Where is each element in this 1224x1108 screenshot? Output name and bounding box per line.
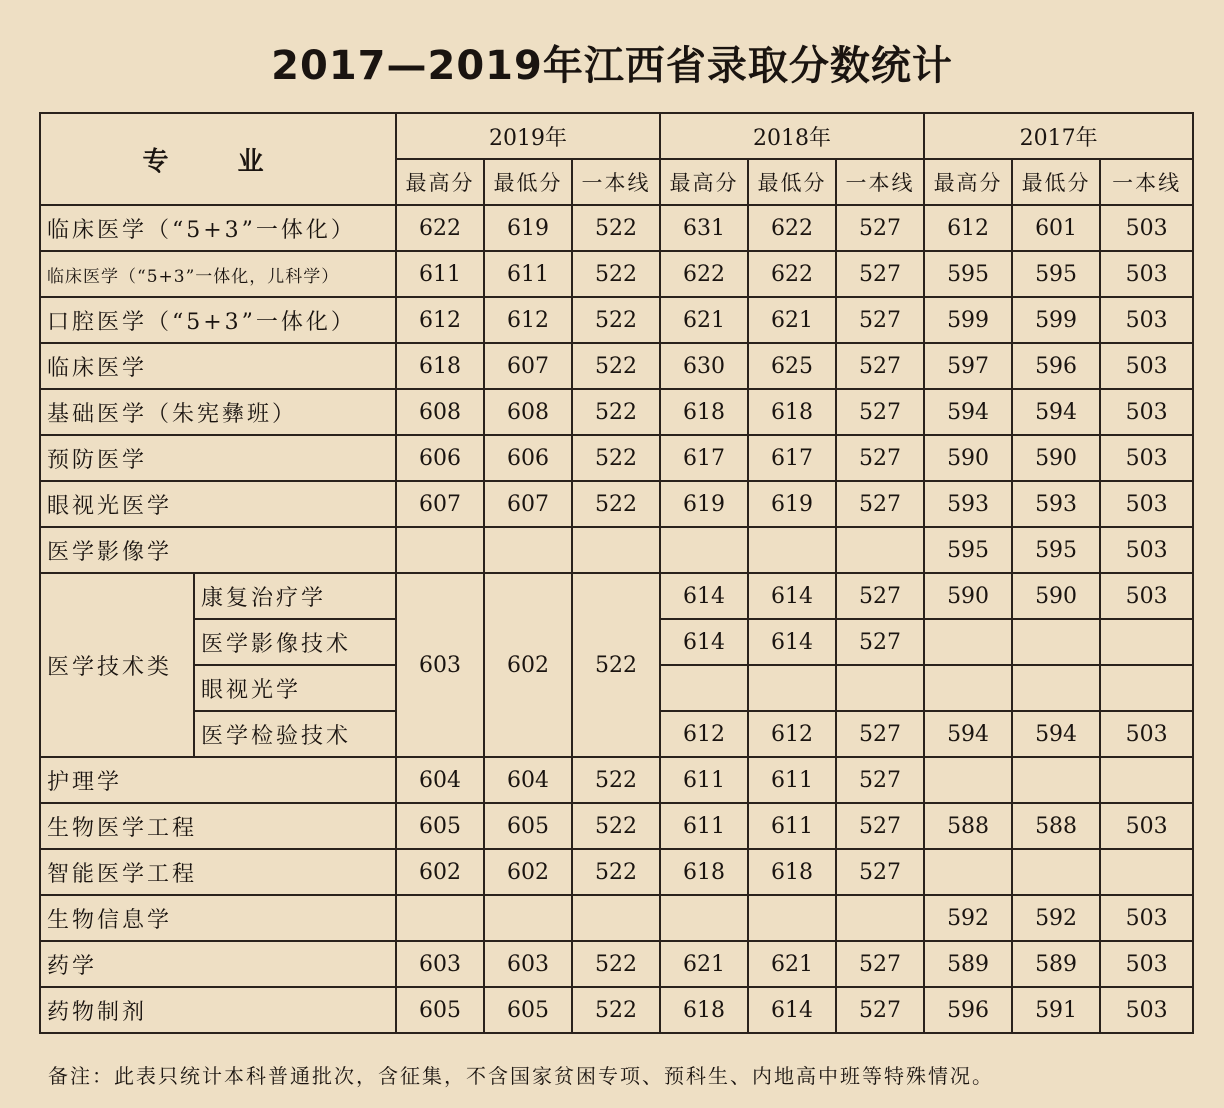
sub-header-min: 最低分: [484, 159, 572, 205]
score-cell: 589: [1012, 941, 1100, 987]
sub-header-max: 最高分: [396, 159, 484, 205]
score-cell: 522: [572, 297, 660, 343]
sub-header-max: 最高分: [660, 159, 748, 205]
score-cell: 590: [924, 573, 1012, 619]
score-cell: [572, 527, 660, 573]
score-cell: 503: [1100, 389, 1193, 435]
score-cell: 522: [572, 389, 660, 435]
score-cell: 527: [836, 297, 924, 343]
score-cell: 503: [1100, 711, 1193, 757]
score-cell: 605: [484, 803, 572, 849]
major-name: 口腔医学（“5+3”一体化）: [40, 297, 396, 343]
sub-header-min: 最低分: [1012, 159, 1100, 205]
score-cell: 618: [748, 849, 836, 895]
score-cell: 612: [396, 297, 484, 343]
table-row: [40, 251, 1193, 297]
major-header: 专 业: [40, 113, 396, 205]
score-cell: [484, 895, 572, 941]
score-cell: 612: [924, 205, 1012, 251]
score-cell: 607: [396, 481, 484, 527]
table-row: [40, 205, 1193, 251]
major-name: 药学: [40, 941, 396, 987]
score-cell: [484, 527, 572, 573]
score-cell: [836, 895, 924, 941]
score-cell: [660, 527, 748, 573]
score-cell: 597: [924, 343, 1012, 389]
score-cell: 595: [1012, 527, 1100, 573]
score-cell: 630: [660, 343, 748, 389]
score-cell: 611: [660, 757, 748, 803]
score-cell: 603: [396, 941, 484, 987]
page-title: 2017—2019年江西省录取分数统计: [271, 43, 953, 89]
score-cell: 607: [484, 481, 572, 527]
table-row: [40, 757, 1193, 803]
score-cell: 618: [660, 389, 748, 435]
score-cell: 595: [1012, 251, 1100, 297]
score-cell: 611: [396, 251, 484, 297]
score-cell: [1012, 849, 1100, 895]
score-cell: 614: [748, 573, 836, 619]
score-cell: 596: [924, 987, 1012, 1033]
table-row: [40, 435, 1193, 481]
score-cell: [924, 665, 1012, 711]
score-cell: 599: [1012, 297, 1100, 343]
table-row: [40, 297, 1193, 343]
score-cell: 527: [836, 389, 924, 435]
major-name: 基础医学（朱宪彝班）: [40, 389, 396, 435]
score-cell: 606: [484, 435, 572, 481]
score-cell: 621: [660, 297, 748, 343]
score-cell: 599: [924, 297, 1012, 343]
major-name: 生物信息学: [40, 895, 396, 941]
score-cell: 621: [660, 941, 748, 987]
score-cell: 527: [836, 481, 924, 527]
score-cell: 619: [484, 205, 572, 251]
score-cell: [924, 619, 1012, 665]
score-cell: 612: [748, 711, 836, 757]
score-cell: [836, 527, 924, 573]
major-name: 临床医学（“5+3”一体化）: [40, 205, 396, 251]
score-cell: 611: [748, 803, 836, 849]
score-cell: 608: [484, 389, 572, 435]
score-cell: 612: [660, 711, 748, 757]
score-cell: 614: [660, 619, 748, 665]
score-cell: 527: [836, 435, 924, 481]
footnote: 备注：此表只统计本科普通批次，含征集，不含国家贫困专项、预科生、内地高中班等特殊情况。: [48, 1064, 994, 1088]
score-cell: [748, 665, 836, 711]
merged-score-cell: 603: [396, 573, 484, 757]
score-cell: 614: [748, 987, 836, 1033]
major-name: 医学影像学: [40, 527, 396, 573]
table-row: [40, 849, 1193, 895]
score-cell: 503: [1100, 573, 1193, 619]
sub-major-name: 康复治疗学: [194, 573, 396, 619]
score-cell: 522: [572, 205, 660, 251]
score-cell: [924, 757, 1012, 803]
score-cell: 622: [396, 205, 484, 251]
score-cell: 603: [484, 941, 572, 987]
score-cell: [660, 665, 748, 711]
major-name: 临床医学: [40, 343, 396, 389]
score-cell: 625: [748, 343, 836, 389]
table-row: [40, 343, 1193, 389]
score-cell: 527: [836, 619, 924, 665]
score-cell: 503: [1100, 297, 1193, 343]
score-cell: 593: [924, 481, 1012, 527]
score-cell: 522: [572, 435, 660, 481]
table-row: [40, 389, 1193, 435]
sub-header-line: 一本线: [836, 159, 924, 205]
merged-score-cell: 602: [484, 573, 572, 757]
score-cell: 595: [924, 251, 1012, 297]
score-table: [39, 112, 1194, 1034]
score-cell: 527: [836, 711, 924, 757]
score-cell: [396, 895, 484, 941]
sub-header-min: 最低分: [748, 159, 836, 205]
score-cell: 503: [1100, 205, 1193, 251]
table-row: [40, 527, 1193, 573]
table-row: [40, 803, 1193, 849]
score-cell: 611: [484, 251, 572, 297]
score-cell: [1100, 849, 1193, 895]
score-cell: 522: [572, 941, 660, 987]
score-cell: 592: [924, 895, 1012, 941]
score-cell: [836, 665, 924, 711]
score-cell: 503: [1100, 987, 1193, 1033]
score-cell: 503: [1100, 435, 1193, 481]
score-cell: 596: [1012, 343, 1100, 389]
score-cell: [1100, 665, 1193, 711]
score-cell: 614: [748, 619, 836, 665]
score-cell: 593: [1012, 481, 1100, 527]
score-cell: 607: [484, 343, 572, 389]
major-name: 预防医学: [40, 435, 396, 481]
score-cell: 618: [660, 849, 748, 895]
score-cell: 621: [748, 297, 836, 343]
score-cell: 527: [836, 205, 924, 251]
score-cell: 617: [748, 435, 836, 481]
score-cell: 604: [484, 757, 572, 803]
score-cell: 618: [660, 987, 748, 1033]
score-cell: 618: [396, 343, 484, 389]
score-cell: [1100, 757, 1193, 803]
score-cell: [1012, 665, 1100, 711]
table-row: [40, 987, 1193, 1033]
score-cell: 503: [1100, 527, 1193, 573]
score-cell: 503: [1100, 941, 1193, 987]
score-cell: [748, 527, 836, 573]
score-cell: 527: [836, 573, 924, 619]
table-row: [40, 481, 1193, 527]
score-cell: 589: [924, 941, 1012, 987]
score-cell: 522: [572, 757, 660, 803]
sub-major-name: 医学影像技术: [194, 619, 396, 665]
score-cell: 611: [660, 803, 748, 849]
year-header-2018: 2018年: [660, 113, 924, 159]
sub-major-name: 眼视光学: [194, 665, 396, 711]
category-name: 医学技术类: [40, 573, 194, 757]
score-cell: 595: [924, 527, 1012, 573]
score-cell: 522: [572, 481, 660, 527]
table-row: [40, 895, 1193, 941]
major-name: 眼视光医学: [40, 481, 396, 527]
score-cell: 605: [396, 803, 484, 849]
score-cell: [748, 895, 836, 941]
score-cell: 588: [1012, 803, 1100, 849]
score-cell: 619: [660, 481, 748, 527]
score-cell: 594: [1012, 711, 1100, 757]
score-cell: 503: [1100, 251, 1193, 297]
score-cell: 527: [836, 343, 924, 389]
score-cell: 527: [836, 251, 924, 297]
score-cell: 622: [748, 251, 836, 297]
score-cell: 522: [572, 849, 660, 895]
major-name: 护理学: [40, 757, 396, 803]
score-cell: 604: [396, 757, 484, 803]
major-name: 智能医学工程: [40, 849, 396, 895]
score-cell: 527: [836, 941, 924, 987]
score-cell: 503: [1100, 343, 1193, 389]
score-cell: 602: [396, 849, 484, 895]
score-cell: 601: [1012, 205, 1100, 251]
score-cell: 591: [1012, 987, 1100, 1033]
score-cell: [1100, 619, 1193, 665]
score-cell: [924, 849, 1012, 895]
score-cell: 594: [924, 389, 1012, 435]
sub-header-max: 最高分: [924, 159, 1012, 205]
score-cell: 605: [484, 987, 572, 1033]
table-row: [40, 573, 1193, 619]
score-cell: 618: [748, 389, 836, 435]
score-cell: 611: [748, 757, 836, 803]
major-name: 生物医学工程: [40, 803, 396, 849]
score-cell: 527: [836, 757, 924, 803]
score-cell: [1012, 757, 1100, 803]
score-cell: 527: [836, 803, 924, 849]
year-header-2017: 2017年: [924, 113, 1193, 159]
score-cell: [660, 895, 748, 941]
score-cell: [396, 527, 484, 573]
score-cell: 619: [748, 481, 836, 527]
score-cell: 594: [924, 711, 1012, 757]
score-cell: 631: [660, 205, 748, 251]
sub-major-name: 医学检验技术: [194, 711, 396, 757]
score-table-body: [40, 205, 1193, 1033]
score-cell: 503: [1100, 803, 1193, 849]
score-cell: 522: [572, 987, 660, 1033]
score-cell: 522: [572, 803, 660, 849]
score-cell: [572, 895, 660, 941]
score-cell: 608: [396, 389, 484, 435]
score-cell: 522: [572, 251, 660, 297]
table-row: [40, 941, 1193, 987]
score-cell: 612: [484, 297, 572, 343]
score-cell: 622: [748, 205, 836, 251]
year-header-2019: 2019年: [396, 113, 660, 159]
score-cell: 522: [572, 343, 660, 389]
score-cell: 527: [836, 849, 924, 895]
score-cell: 606: [396, 435, 484, 481]
score-cell: 588: [924, 803, 1012, 849]
merged-score-cell: 522: [572, 573, 660, 757]
score-cell: 594: [1012, 389, 1100, 435]
score-cell: 621: [748, 941, 836, 987]
score-cell: 503: [1100, 895, 1193, 941]
score-cell: 503: [1100, 481, 1193, 527]
score-cell: 527: [836, 987, 924, 1033]
sub-header-line: 一本线: [572, 159, 660, 205]
score-cell: 590: [1012, 573, 1100, 619]
score-cell: 602: [484, 849, 572, 895]
score-cell: 622: [660, 251, 748, 297]
score-cell: 614: [660, 573, 748, 619]
score-cell: 592: [1012, 895, 1100, 941]
score-cell: [1012, 619, 1100, 665]
score-cell: 590: [1012, 435, 1100, 481]
sub-header-line: 一本线: [1100, 159, 1193, 205]
score-cell: 617: [660, 435, 748, 481]
score-cell: 590: [924, 435, 1012, 481]
major-name: 临床医学（“5+3”一体化，儿科学）: [40, 251, 396, 297]
score-cell: 605: [396, 987, 484, 1033]
major-name: 药物制剂: [40, 987, 396, 1033]
